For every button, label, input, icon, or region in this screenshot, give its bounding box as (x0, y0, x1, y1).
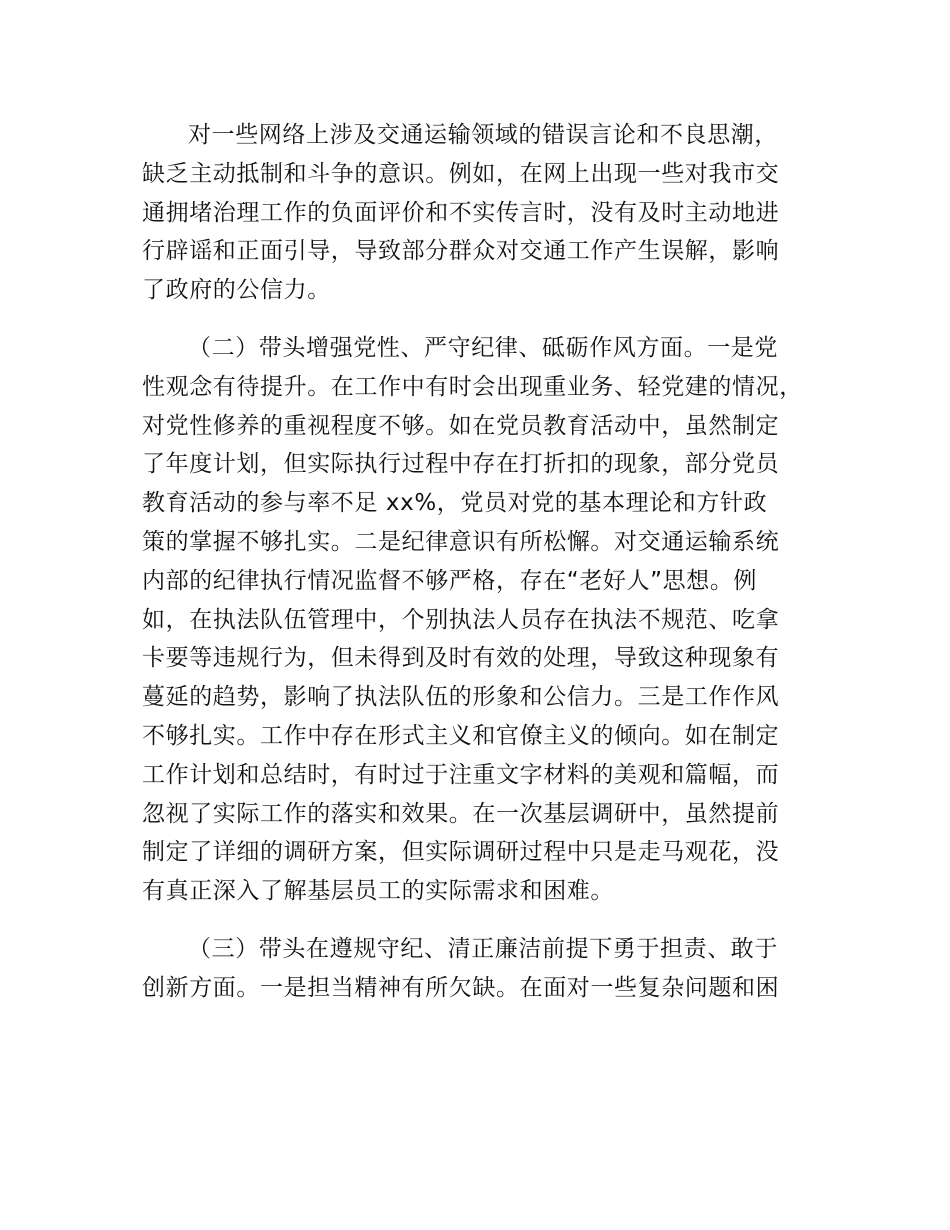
document-body (142, 116, 810, 1027)
paragraph-section-three (142, 930, 810, 1008)
text-line: 内部的纪律执行情况监督不够严格，存在“老好人”思想。例 (142, 567, 758, 594)
text-line: 教育活动的参与率不足 xx%，党员对党的基本理论和方针政 (142, 490, 768, 517)
text-line: 行辟谣和正面引导，导致部分群众对交通工作产生误解，影响 (142, 238, 780, 265)
paragraph-section-two (142, 329, 810, 911)
text-line: 了政府的公信力。 (142, 277, 331, 304)
text-line: 蔓延的趋势，影响了执法队伍的形象和公信力。三是工作作风 (142, 684, 780, 711)
text-line: 工作计划和总结时，有时过于注重文字材料的美观和篇幅，而 (142, 761, 780, 788)
text-line: 制定了详细的调研方案，但实际调研过程中只是走马观花，没 (142, 839, 780, 866)
text-line: 缺乏主动抵制和斗争的意识。例如，在网上出现一些对我市交 (142, 160, 780, 187)
text-line: （二）带头增强党性、严守纪律、砥砺作风方面。一是党 (188, 334, 778, 361)
text-line: 对一些网络上涉及交通运输领域的错误言论和不良思潮， (188, 122, 778, 148)
text-line: （三）带头在遵规守纪、清正廉洁前提下勇于担责、敢于 (188, 935, 778, 962)
text-line: 对党性修养的重视程度不够。如在党员教育活动中，虽然制定 (142, 412, 780, 439)
text-line: 策的掌握不够扎实。二是纪律意识有所松懈。对交通运输系统 (142, 528, 780, 555)
text-line: 通拥堵治理工作的负面评价和不实传言时，没有及时主动地进 (142, 199, 780, 226)
text-line: 有真正深入了解基层员工的实际需求和困难。 (142, 878, 614, 905)
text-line: 性观念有待提升。在工作中有时会出现重业务、轻党建的情况， (142, 373, 803, 400)
text-line: 卡要等违规行为，但未得到及时有效的处理，导致这种现象有 (142, 645, 780, 672)
text-line: 了年度计划，但实际执行过程中存在打折扣的现象，部分党员 (142, 451, 780, 478)
text-line: 创新方面。一是担当精神有所欠缺。在面对一些复杂问题和困 (142, 974, 780, 1001)
text-line: 忽视了实际工作的落实和效果。在一次基层调研中，虽然提前 (142, 800, 780, 827)
text-line: 不够扎实。工作中存在形式主义和官僚主义的倾向。如在制定 (142, 722, 780, 749)
text-line: 如，在执法队伍管理中，个别执法人员存在执法不规范、吃拿 (142, 606, 780, 633)
paragraph-online-opinion (142, 116, 810, 310)
